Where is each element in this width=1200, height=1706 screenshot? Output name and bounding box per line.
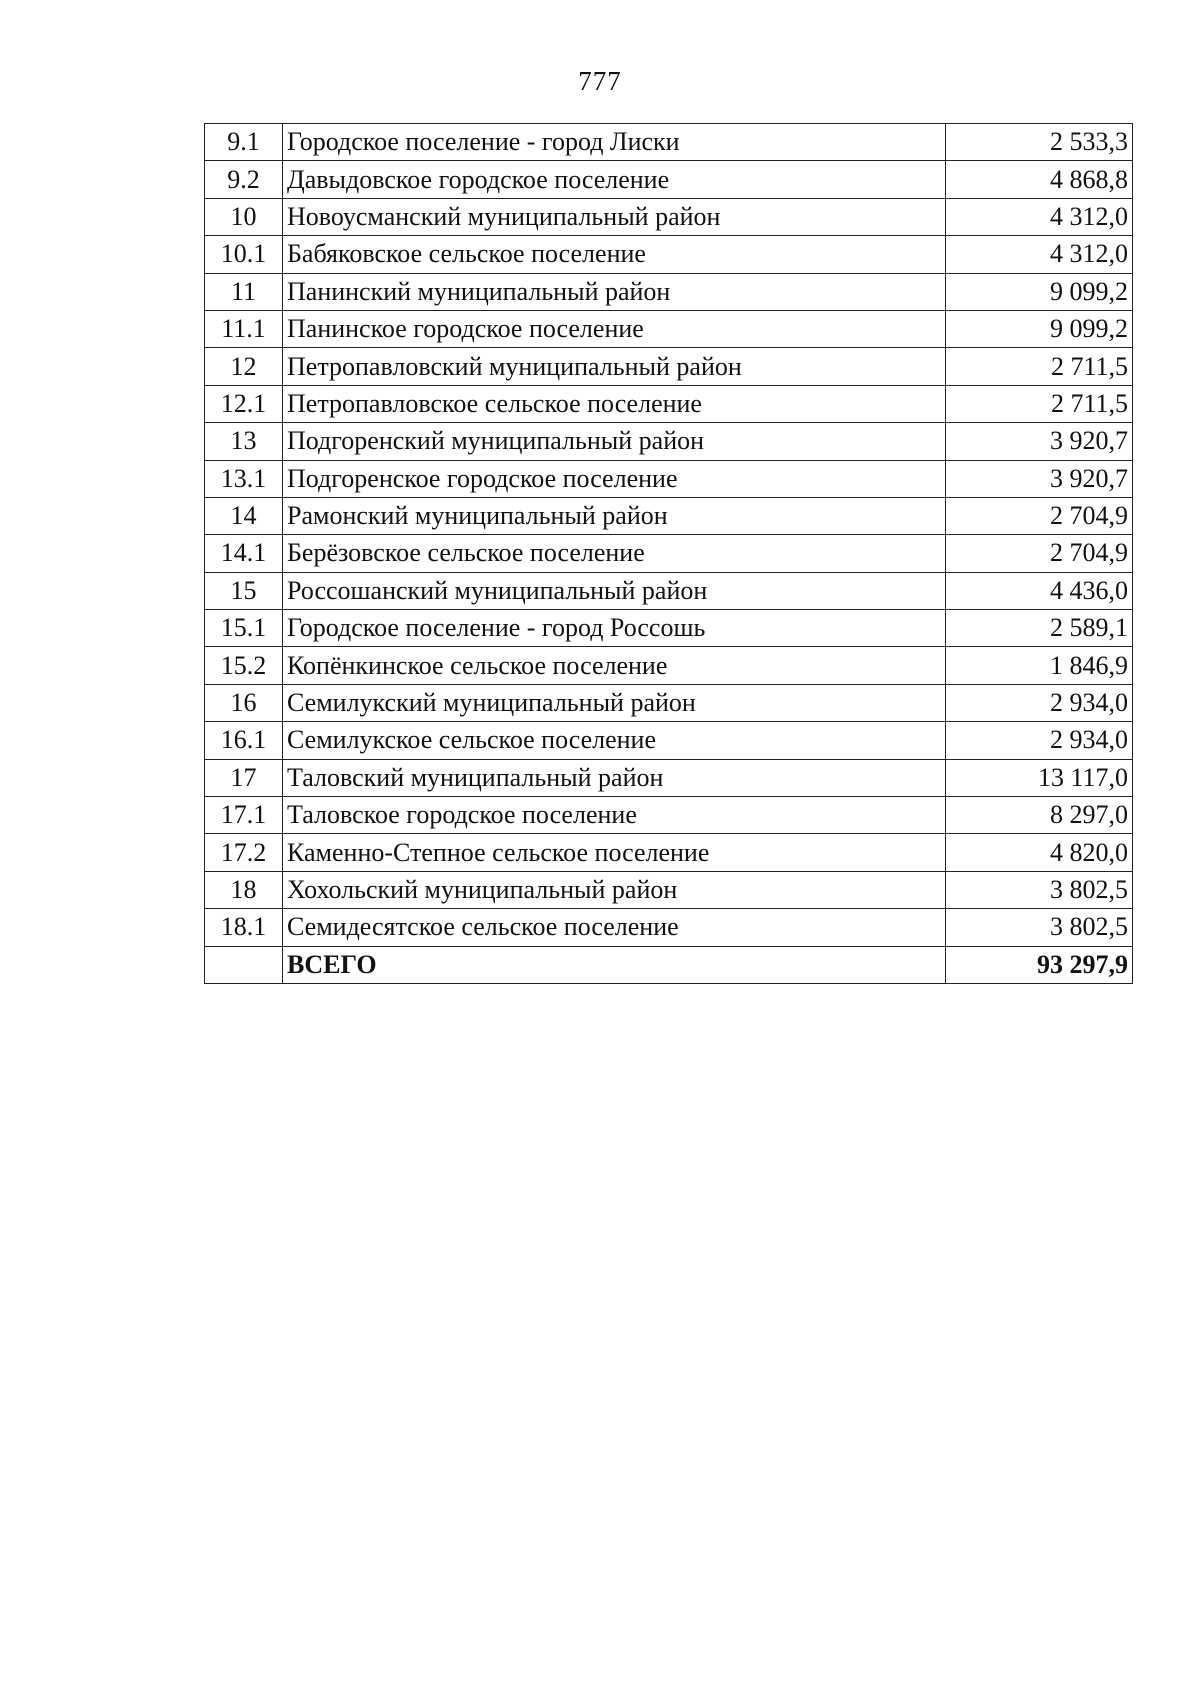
row-number: 16.1 xyxy=(205,722,283,759)
row-value: 9 099,2 xyxy=(946,273,1133,310)
row-value: 3 920,7 xyxy=(946,423,1133,460)
row-number: 10.1 xyxy=(205,236,283,273)
total-number xyxy=(205,946,283,983)
row-number: 16 xyxy=(205,684,283,721)
table-row xyxy=(205,460,1133,497)
row-value: 9 099,2 xyxy=(946,310,1133,347)
table-row xyxy=(205,909,1133,946)
table-row xyxy=(205,834,1133,871)
row-value: 4 868,8 xyxy=(946,161,1133,198)
table-row xyxy=(205,497,1133,534)
row-name: Таловское городское поселение xyxy=(283,797,946,834)
row-name: Панинское городское поселение xyxy=(283,310,946,347)
row-number: 15.2 xyxy=(205,647,283,684)
row-value: 4 312,0 xyxy=(946,236,1133,273)
row-number: 17 xyxy=(205,759,283,796)
row-name: Подгоренское городское поселение xyxy=(283,460,946,497)
row-number: 11 xyxy=(205,273,283,310)
row-name: Семидесятское сельское поселение xyxy=(283,909,946,946)
table-row xyxy=(205,385,1133,422)
row-value: 8 297,0 xyxy=(946,797,1133,834)
row-value: 2 934,0 xyxy=(946,684,1133,721)
row-value: 4 312,0 xyxy=(946,198,1133,235)
row-value: 4 820,0 xyxy=(946,834,1133,871)
row-number: 14.1 xyxy=(205,535,283,572)
row-value: 4 436,0 xyxy=(946,572,1133,609)
table-row xyxy=(205,759,1133,796)
row-name: Россошанский муниципальный район xyxy=(283,572,946,609)
row-number: 17.1 xyxy=(205,797,283,834)
table-row xyxy=(205,871,1133,908)
row-name: Берёзовское сельское поселение xyxy=(283,535,946,572)
row-value: 2 704,9 xyxy=(946,497,1133,534)
table-row xyxy=(205,610,1133,647)
row-name: Новоусманский муниципальный район xyxy=(283,198,946,235)
row-value: 3 802,5 xyxy=(946,909,1133,946)
row-number: 18.1 xyxy=(205,909,283,946)
row-value: 1 846,9 xyxy=(946,647,1133,684)
row-number: 9.1 xyxy=(205,124,283,161)
table-row xyxy=(205,647,1133,684)
table-body xyxy=(205,124,1133,984)
table-row xyxy=(205,722,1133,759)
row-name: Хохольский муниципальный район xyxy=(283,871,946,908)
row-value: 3 920,7 xyxy=(946,460,1133,497)
row-value: 2 934,0 xyxy=(946,722,1133,759)
row-number: 15.1 xyxy=(205,610,283,647)
row-value: 2 704,9 xyxy=(946,535,1133,572)
table-row xyxy=(205,797,1133,834)
table-row xyxy=(205,161,1133,198)
row-number: 14 xyxy=(205,497,283,534)
row-name: Семилукское сельское поселение xyxy=(283,722,946,759)
total-row xyxy=(205,946,1133,983)
table-row xyxy=(205,684,1133,721)
row-name: Городское поселение - город Лиски xyxy=(283,124,946,161)
table-row xyxy=(205,124,1133,161)
row-name: Копёнкинское сельское поселение xyxy=(283,647,946,684)
row-number: 17.2 xyxy=(205,834,283,871)
row-name: Панинский муниципальный район xyxy=(283,273,946,310)
row-name: Давыдовское городское поселение xyxy=(283,161,946,198)
row-number: 15 xyxy=(205,572,283,609)
row-number: 9.2 xyxy=(205,161,283,198)
row-number: 12 xyxy=(205,348,283,385)
row-number: 13 xyxy=(205,423,283,460)
table-row xyxy=(205,348,1133,385)
row-value: 2 589,1 xyxy=(946,610,1133,647)
row-name: Петропавловское сельское поселение xyxy=(283,385,946,422)
page-number: 777 xyxy=(578,66,622,96)
row-name: Семилукский муниципальный район xyxy=(283,684,946,721)
row-name: Петропавловский муниципальный район xyxy=(283,348,946,385)
row-name: Каменно-Степное сельское поселение xyxy=(283,834,946,871)
row-name: Рамонский муниципальный район xyxy=(283,497,946,534)
row-number: 12.1 xyxy=(205,385,283,422)
row-value: 2 711,5 xyxy=(946,385,1133,422)
table-row xyxy=(205,535,1133,572)
table-row xyxy=(205,423,1133,460)
table-row xyxy=(205,236,1133,273)
total-label: ВСЕГО xyxy=(283,946,946,983)
table-row xyxy=(205,310,1133,347)
row-number: 13.1 xyxy=(205,460,283,497)
row-name: Подгоренский муниципальный район xyxy=(283,423,946,460)
row-value: 2 533,3 xyxy=(946,124,1133,161)
row-name: Таловский муниципальный район xyxy=(283,759,946,796)
row-value: 3 802,5 xyxy=(946,871,1133,908)
row-number: 10 xyxy=(205,198,283,235)
row-name: Городское поселение - город Россошь xyxy=(283,610,946,647)
table-row xyxy=(205,572,1133,609)
row-name: Бабяковское сельское поселение xyxy=(283,236,946,273)
total-value: 93 297,9 xyxy=(946,946,1133,983)
table-row xyxy=(205,273,1133,310)
table-row xyxy=(205,198,1133,235)
row-value: 2 711,5 xyxy=(946,348,1133,385)
budget-table xyxy=(204,123,1133,984)
row-number: 11.1 xyxy=(205,310,283,347)
row-value: 13 117,0 xyxy=(946,759,1133,796)
row-number: 18 xyxy=(205,871,283,908)
